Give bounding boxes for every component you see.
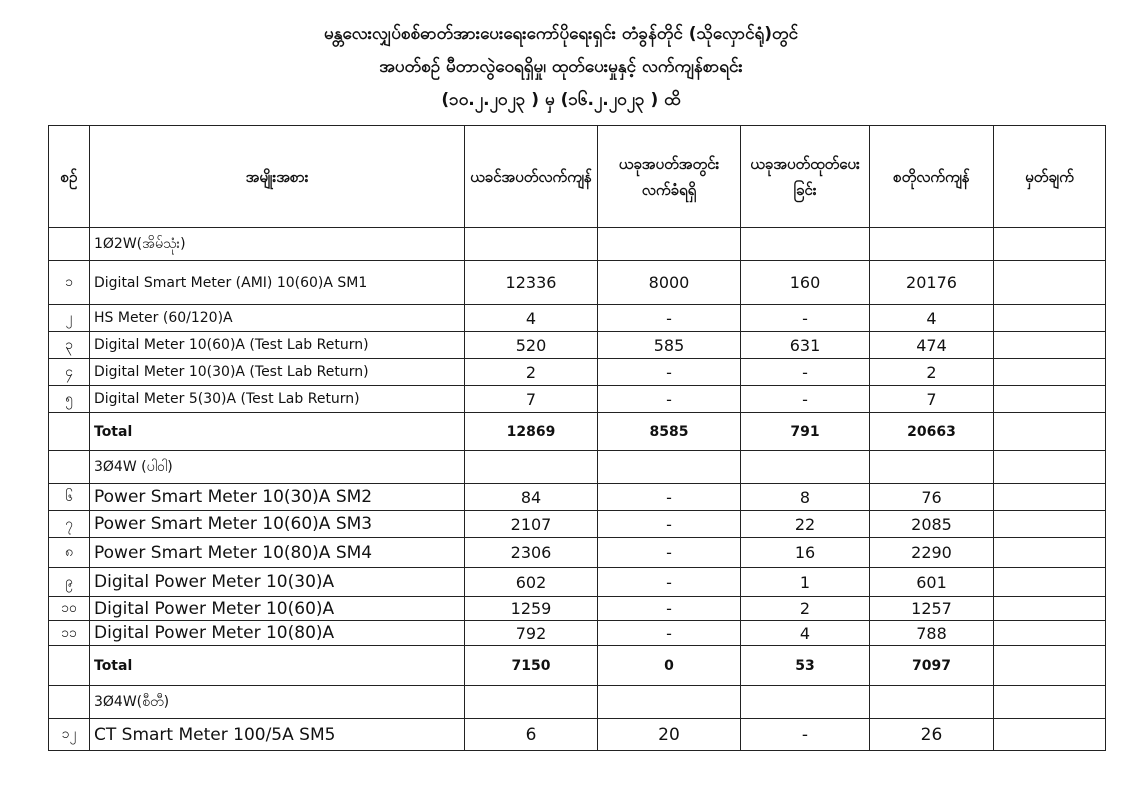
section-label: 3Ø4W (ပါဝါ) — [90, 451, 465, 484]
row-item: Power Smart Meter 10(60)A SM3 — [90, 511, 465, 538]
row-item: Digital Meter 5(30)A (Test Lab Return) — [90, 386, 465, 413]
row-issued: - — [741, 719, 870, 751]
total-prev: 7150 — [465, 646, 598, 686]
total-prev: 12869 — [465, 413, 598, 451]
row-remark — [994, 484, 1106, 511]
row-received: - — [598, 511, 741, 538]
row-number: ၄ — [49, 359, 90, 386]
row-issued: 631 — [741, 332, 870, 359]
header-row — [49, 126, 1106, 228]
row-item: Digital Smart Meter (AMI) 10(60)A SM1 — [90, 261, 465, 305]
header-no: စဉ် — [49, 126, 90, 228]
row-received: - — [598, 597, 741, 621]
table-row — [49, 359, 1106, 386]
row-issued: 160 — [741, 261, 870, 305]
row-remark — [994, 359, 1106, 386]
row-balance: 601 — [870, 568, 994, 597]
row-number: ၂ — [49, 305, 90, 332]
row-remark — [994, 332, 1106, 359]
row-issued: 2 — [741, 597, 870, 621]
row-item: Digital Meter 10(30)A (Test Lab Return) — [90, 359, 465, 386]
row-item: Power Smart Meter 10(30)A SM2 — [90, 484, 465, 511]
title-line-2: အပတ်စဉ် မီတာလွဲဝေရရှိမှု၊ ထုတ်ပေးမှုနှင့် လက်ကျန်စာရင်း — [379, 57, 743, 77]
row-prev: 602 — [465, 568, 598, 597]
row-prev: 2 — [465, 359, 598, 386]
row-balance: 2290 — [870, 538, 994, 568]
row-received: 585 — [598, 332, 741, 359]
table-row — [49, 386, 1106, 413]
row-received: - — [598, 538, 741, 568]
row-balance: 1257 — [870, 597, 994, 621]
row-remark — [994, 386, 1106, 413]
table-row — [49, 597, 1106, 621]
row-received: - — [598, 484, 741, 511]
row-issued: - — [741, 359, 870, 386]
row-balance: 26 — [870, 719, 994, 751]
row-received: - — [598, 359, 741, 386]
total-balance: 7097 — [870, 646, 994, 686]
row-balance: 7 — [870, 386, 994, 413]
row-prev: 2306 — [465, 538, 598, 568]
row-remark — [994, 261, 1106, 305]
row-prev: 6 — [465, 719, 598, 751]
row-prev: 2107 — [465, 511, 598, 538]
row-issued: 1 — [741, 568, 870, 597]
row-item: CT Smart Meter 100/5A SM5 — [90, 719, 465, 751]
row-remark — [994, 305, 1106, 332]
row-received: 20 — [598, 719, 741, 751]
row-item: Digital Power Meter 10(80)A — [90, 621, 465, 646]
row-received: - — [598, 621, 741, 646]
row-received: - — [598, 386, 741, 413]
row-issued: - — [741, 386, 870, 413]
row-balance: 2 — [870, 359, 994, 386]
row-number: ၁ — [49, 261, 90, 305]
row-number: ၉ — [49, 568, 90, 597]
header-total-balance: စတိုလက်ကျန် — [870, 126, 994, 228]
table-row — [49, 538, 1106, 568]
row-number: ၁၂ — [49, 719, 90, 751]
total-received: 0 — [598, 646, 741, 686]
header-received: ယခုအပတ်အတွင်းလက်ခံရရှိ — [598, 126, 741, 228]
row-issued: - — [741, 305, 870, 332]
row-received: 8000 — [598, 261, 741, 305]
section-row — [49, 228, 1106, 261]
total-issued: 53 — [741, 646, 870, 686]
row-number: ၁၁ — [49, 621, 90, 646]
table-row — [49, 305, 1106, 332]
total-issued: 791 — [741, 413, 870, 451]
row-prev: 84 — [465, 484, 598, 511]
row-item: HS Meter (60/120)A — [90, 305, 465, 332]
total-label: Total — [90, 413, 465, 451]
total-balance: 20663 — [870, 413, 994, 451]
header-issued: ယခုအပတ်ထုတ်ပေးခြင်း — [741, 126, 870, 228]
row-balance: 474 — [870, 332, 994, 359]
row-remark — [994, 621, 1106, 646]
row-issued: 22 — [741, 511, 870, 538]
header-type: အမျိုးအစား — [90, 126, 465, 228]
row-balance: 4 — [870, 305, 994, 332]
title-line-3: (၁၀.၂.၂၀၂၃ ) မှ (၁၆.၂.၂၀၂၃ ) ထိ — [441, 90, 681, 110]
row-prev: 4 — [465, 305, 598, 332]
table-row — [49, 568, 1106, 597]
row-number: ၁၀ — [49, 597, 90, 621]
total-label: Total — [90, 646, 465, 686]
section-row — [49, 451, 1106, 484]
table-row — [49, 621, 1106, 646]
row-remark — [994, 597, 1106, 621]
row-item: Digital Power Meter 10(60)A — [90, 597, 465, 621]
total-row — [49, 646, 1106, 686]
row-item: Power Smart Meter 10(80)A SM4 — [90, 538, 465, 568]
row-balance: 788 — [870, 621, 994, 646]
row-prev: 792 — [465, 621, 598, 646]
row-remark — [994, 568, 1106, 597]
meter-inventory-table — [48, 125, 1106, 751]
row-remark — [994, 538, 1106, 568]
total-received: 8585 — [598, 413, 741, 451]
row-number: ၈ — [49, 538, 90, 568]
section-label: 3Ø4W(စီတီ) — [90, 686, 465, 719]
report-title — [0, 18, 1122, 117]
row-remark — [994, 511, 1106, 538]
row-issued: 8 — [741, 484, 870, 511]
row-balance: 76 — [870, 484, 994, 511]
section-label: 1Ø2W(အိမ်သုံး) — [90, 228, 465, 261]
row-prev: 1259 — [465, 597, 598, 621]
header-prev-balance: ယခင်အပတ်လက်ကျန် — [465, 126, 598, 228]
total-row — [49, 413, 1106, 451]
header-remarks: မှတ်ချက် — [994, 126, 1106, 228]
row-received: - — [598, 568, 741, 597]
row-number: ၆ — [49, 484, 90, 511]
row-balance: 2085 — [870, 511, 994, 538]
table-row — [49, 261, 1106, 305]
row-prev: 520 — [465, 332, 598, 359]
row-item: Digital Meter 10(60)A (Test Lab Return) — [90, 332, 465, 359]
row-item: Digital Power Meter 10(30)A — [90, 568, 465, 597]
title-line-1: မန္တလေးလျှပ်စစ်ဓာတ်အားပေးရေးကော်ပိုရေးရှင်း တံခွန်တိုင် (သိုလှောင်ရုံ)တွင် — [323, 24, 799, 44]
section-row — [49, 686, 1106, 719]
row-issued: 16 — [741, 538, 870, 568]
row-prev: 12336 — [465, 261, 598, 305]
row-prev: 7 — [465, 386, 598, 413]
row-balance: 20176 — [870, 261, 994, 305]
row-issued: 4 — [741, 621, 870, 646]
table-row — [49, 332, 1106, 359]
row-number: ၅ — [49, 386, 90, 413]
row-number: ၇ — [49, 511, 90, 538]
table-row — [49, 719, 1106, 751]
row-number: ၃ — [49, 332, 90, 359]
row-received: - — [598, 305, 741, 332]
row-remark — [994, 719, 1106, 751]
table-row — [49, 511, 1106, 538]
table-row — [49, 484, 1106, 511]
